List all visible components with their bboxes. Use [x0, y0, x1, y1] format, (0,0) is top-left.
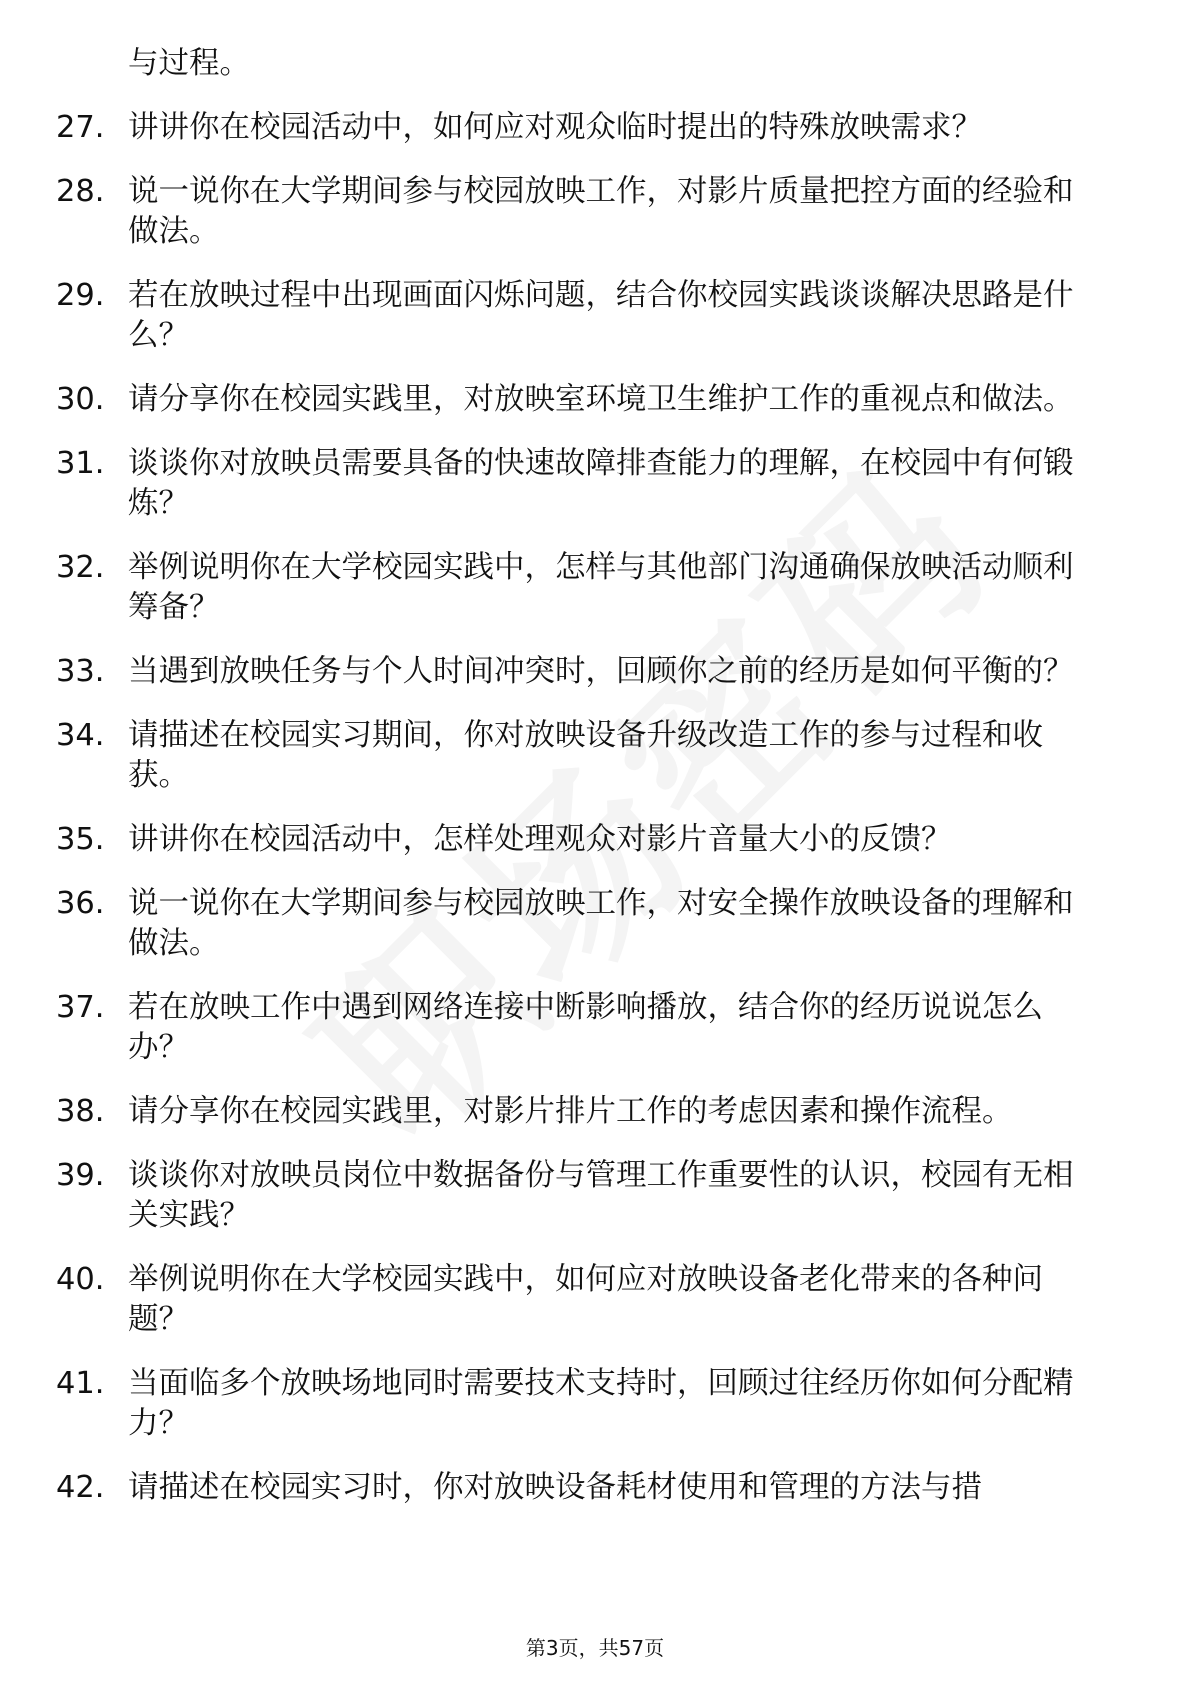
question-item — [56, 1364, 1116, 1444]
question-text: 当遇到放映任务与个人时间冲突时，回顾你之前的经历是如何平衡的？ — [128, 654, 1074, 689]
question-text: 说一说你在大学期间参与校园放映工作，对安全操作放映设备的理解和做法。 — [128, 886, 1074, 961]
question-number: 41. — [56, 1366, 105, 1401]
question-number: 37. — [56, 990, 105, 1025]
question-content — [56, 44, 1116, 1532]
question-number: 36. — [56, 886, 105, 921]
question-text: 若在放映过程中出现画面闪烁问题，结合你校园实践谈谈解决思路是什么？ — [128, 278, 1074, 353]
question-item — [56, 716, 1116, 796]
question-text: 请描述在校园实习期间，你对放映设备升级改造工作的参与过程和收获。 — [128, 718, 1043, 793]
question-item — [56, 548, 1116, 628]
question-number: 33. — [56, 654, 105, 689]
question-item — [56, 1260, 1116, 1340]
question-number: 28. — [56, 174, 105, 209]
question-number: 30. — [56, 382, 105, 417]
question-text: 若在放映工作中遇到网络连接中断影响播放，结合你的经历说说怎么办？ — [128, 990, 1043, 1065]
question-number: 31. — [56, 446, 105, 481]
question-number: 34. — [56, 718, 105, 753]
question-text: 请描述在校园实习时，你对放映设备耗材使用和管理的方法与措 — [128, 1470, 982, 1505]
question-number: 32. — [56, 550, 105, 585]
question-text: 请分享你在校园实践里，对放映室环境卫生维护工作的重视点和做法。 — [128, 382, 1074, 417]
question-item — [56, 444, 1116, 524]
question-item — [56, 1156, 1116, 1236]
question-list — [56, 108, 1116, 1508]
question-text: 举例说明你在大学校园实践中，怎样与其他部门沟通确保放映活动顺利筹备？ — [128, 550, 1074, 625]
question-item — [56, 1468, 1116, 1508]
question-item — [56, 380, 1116, 420]
question-item — [56, 884, 1116, 964]
question-number: 40. — [56, 1262, 105, 1297]
question-item — [56, 652, 1116, 692]
continuation-text: 与过程。 — [128, 46, 250, 81]
question-item — [56, 172, 1116, 252]
question-item — [56, 988, 1116, 1068]
question-item — [56, 108, 1116, 148]
question-item — [56, 276, 1116, 356]
page-footer: 第3页，共57页 — [525, 1636, 665, 1660]
question-text: 请分享你在校园实践里，对影片排片工作的考虑因素和操作流程。 — [128, 1094, 1013, 1129]
question-number: 27. — [56, 110, 105, 145]
question-text: 当面临多个放映场地同时需要技术支持时，回顾过往经历你如何分配精力？ — [128, 1366, 1074, 1441]
question-text: 举例说明你在大学校园实践中，如何应对放映设备老化带来的各种问题？ — [128, 1262, 1043, 1337]
question-number: 29. — [56, 278, 105, 313]
question-number: 38. — [56, 1094, 105, 1129]
question-text: 谈谈你对放映员需要具备的快速故障排查能力的理解，在校园中有何锻炼？ — [128, 446, 1074, 521]
question-item — [56, 1092, 1116, 1132]
question-number: 39. — [56, 1158, 105, 1193]
question-number: 42. — [56, 1470, 105, 1505]
question-number: 35. — [56, 822, 105, 857]
question-item — [56, 820, 1116, 860]
question-text: 讲讲你在校园活动中，怎样处理观众对影片音量大小的反馈？ — [128, 822, 952, 857]
question-text: 说一说你在大学期间参与校园放映工作，对影片质量把控方面的经验和做法。 — [128, 174, 1074, 249]
question-text: 谈谈你对放映员岗位中数据备份与管理工作重要性的认识，校园有无相关实践？ — [128, 1158, 1074, 1233]
question-text: 讲讲你在校园活动中，如何应对观众临时提出的特殊放映需求？ — [128, 110, 982, 145]
